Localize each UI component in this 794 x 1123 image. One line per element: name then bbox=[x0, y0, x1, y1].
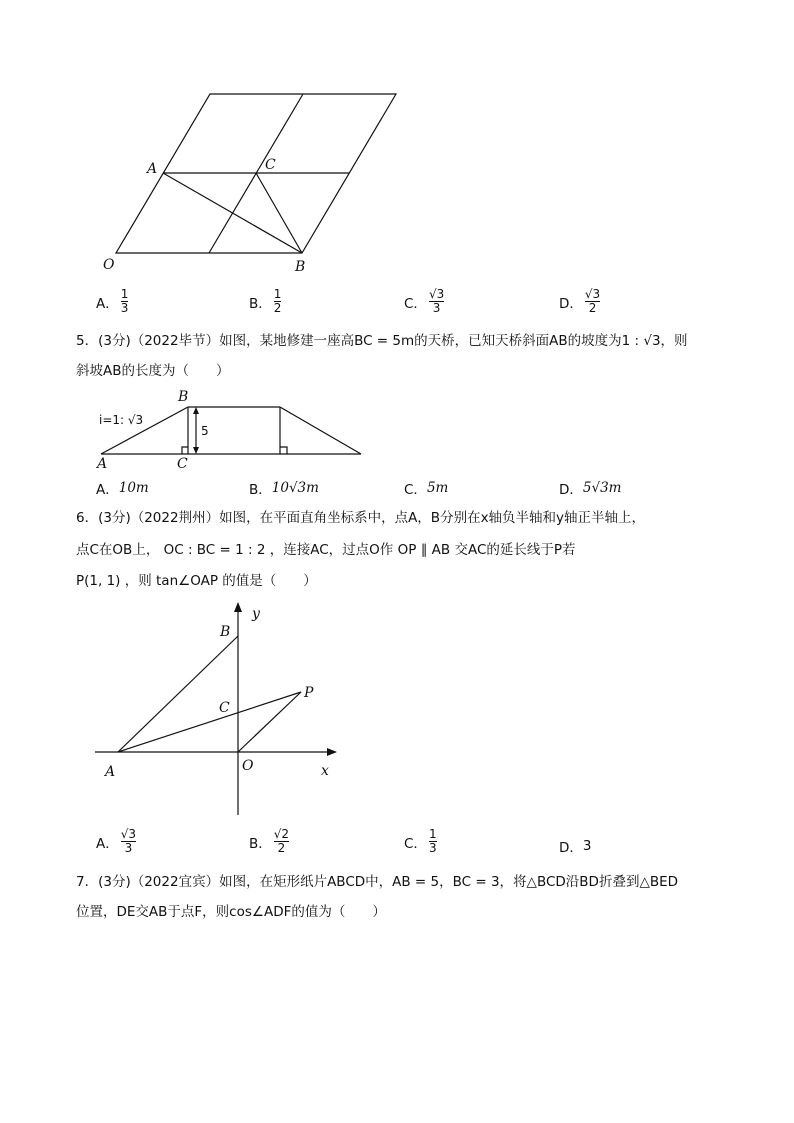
q6-segment-ap bbox=[118, 692, 301, 752]
q6-segment-ab bbox=[118, 636, 238, 752]
option-letter: A． bbox=[96, 835, 119, 852]
q5-option-b bbox=[249, 478, 319, 498]
fraction: $\frac{1}{3}$ bbox=[120, 287, 129, 315]
q4-segment-ab bbox=[163, 173, 302, 253]
option-letter: C． bbox=[404, 835, 427, 852]
option-letter: B． bbox=[249, 835, 272, 852]
q6-option-c bbox=[404, 828, 437, 855]
option-letter: D． bbox=[559, 482, 583, 498]
q6-label-p: P bbox=[304, 685, 314, 701]
q4-label-a: A bbox=[147, 161, 158, 177]
q6-option-a bbox=[96, 828, 136, 855]
q6-x-arrow-icon bbox=[327, 748, 337, 756]
q7-stem-line2: 位置，DE交AB于点F，则cos∠ADF的值为（ ） bbox=[76, 904, 386, 920]
option-letter: D． bbox=[559, 295, 583, 312]
q5-arrow-head-up bbox=[193, 407, 199, 414]
q6-stem-line2: 点C在OB上， OC : BC = 1 : 2 ，连接AC，过点O作 OP ∥ AB 交AC的延长线于P若 bbox=[76, 542, 576, 558]
q5-label-a: A bbox=[97, 456, 108, 470]
fraction: $\frac{√2}{2}$ bbox=[273, 827, 290, 855]
option-letter: C． bbox=[404, 482, 427, 498]
q5-option-c bbox=[404, 478, 448, 498]
option-text: 10m bbox=[118, 480, 149, 496]
q4-segment-cb bbox=[256, 173, 302, 253]
q4-option-d bbox=[559, 288, 600, 315]
fraction: $\frac{√3}{3}$ bbox=[428, 287, 445, 315]
option-text: 5m bbox=[426, 480, 449, 496]
option-text: 10√3m bbox=[271, 480, 319, 496]
q4-figure bbox=[95, 85, 415, 280]
option-letter: B． bbox=[249, 295, 272, 312]
option-letter: A． bbox=[96, 482, 119, 498]
q5-stem-line1: 5．(3分)（2022毕节）如图，某地修建一座高BC = 5m的天桥，已知天桥斜面AB的坡度为1 : √3，则 bbox=[76, 333, 688, 349]
q4-option-c bbox=[404, 288, 444, 315]
q6-segment-op bbox=[238, 692, 301, 752]
fraction: $\frac{1}{3}$ bbox=[428, 827, 437, 855]
fraction: $\frac{1}{2}$ bbox=[273, 287, 282, 315]
option-letter: A． bbox=[96, 295, 119, 312]
q6-y-arrow-icon bbox=[234, 602, 242, 612]
q7-stem-line1: 7．(3分)（2022宜宾）如图，在矩形纸片ABCD中，AB = 5，BC = 3，将△BCD沿BD折叠到△BED bbox=[76, 874, 679, 890]
q6-label-a: A bbox=[105, 764, 116, 780]
q6-figure bbox=[95, 600, 345, 820]
q4-option-a bbox=[96, 288, 128, 315]
q5-right-angle-mark bbox=[182, 447, 188, 454]
q5-label-c: C bbox=[177, 456, 188, 470]
q6-label-y: y bbox=[252, 606, 260, 622]
q6-stem-line1: 6．(3分)（2022荆州）如图，在平面直角坐标系中，点A，B分别在x轴负半轴和y轴正半轴上， bbox=[76, 510, 646, 526]
q6-option-d bbox=[559, 836, 592, 856]
q4-label-c: C bbox=[265, 157, 276, 173]
q5-right-angle-mark-2 bbox=[280, 447, 287, 454]
q5-arrow-head-down bbox=[193, 447, 199, 454]
option-letter: B． bbox=[249, 482, 272, 498]
option-text: 5√3m bbox=[582, 480, 622, 496]
q4-label-b: B bbox=[295, 259, 306, 275]
q6-label-o: O bbox=[242, 758, 254, 774]
q6-label-x: x bbox=[321, 763, 329, 779]
q6-option-b bbox=[249, 828, 289, 855]
option-letter: C． bbox=[404, 295, 427, 312]
q5-slope-label: i=1: √3 bbox=[99, 413, 144, 427]
fraction: $\frac{√3}{2}$ bbox=[584, 287, 601, 315]
q5-stem-line2: 斜坡AB的长度为（ ） bbox=[76, 363, 230, 379]
option-letter: D． bbox=[559, 840, 583, 856]
q6-label-b: B bbox=[220, 624, 231, 640]
q6-label-c: C bbox=[219, 700, 230, 716]
q5-figure bbox=[93, 386, 368, 470]
q5-label-b: B bbox=[178, 389, 189, 405]
q5-slope-right bbox=[280, 407, 361, 454]
fraction: $\frac{√3}{3}$ bbox=[120, 827, 137, 855]
q4-option-b bbox=[249, 288, 281, 315]
option-text: 3 bbox=[582, 838, 592, 854]
q5-height-label: 5 bbox=[201, 424, 209, 438]
q5-option-d bbox=[559, 478, 622, 498]
q4-label-o: O bbox=[103, 257, 115, 273]
q5-option-a bbox=[96, 478, 149, 498]
q6-stem-line3: P(1, 1) ，则 tan∠OAP 的值是（ ） bbox=[76, 573, 317, 589]
